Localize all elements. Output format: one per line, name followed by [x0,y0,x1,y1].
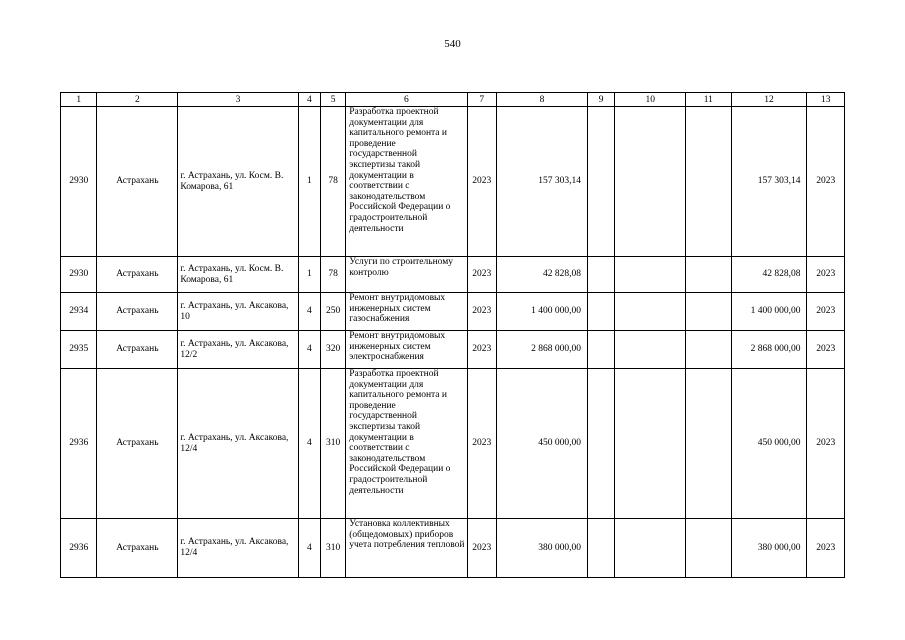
column-header: 12 [731,93,807,107]
table-row [61,519,845,578]
cell-col4: 1 [298,257,320,293]
cell-col4: 4 [298,519,320,578]
cell-work-description: Услуги по строительному контролю [346,257,467,293]
cell-year-end: 2023 [807,257,845,293]
cell-year: 2023 [467,293,496,331]
column-header: 4 [298,93,320,107]
cell-amount-total: 42 828,08 [731,257,807,293]
cell-col9 [587,293,614,331]
cell-col11 [686,107,732,257]
column-header: 11 [686,93,732,107]
cell-work-description: Разработка проектной документации для капитального ремонта и проведение государственной экспертизы такой документации в соответствии с законодательством Российской Федерации о градостроительной деятельности [346,107,467,257]
cell-col5: 78 [320,107,345,257]
cell-col10 [615,107,686,257]
cell-col10 [615,257,686,293]
cell-amount-total: 380 000,00 [731,519,807,578]
cell-work-description: Ремонт внутридомовых инженерных систем электроснабжения [346,331,467,369]
cell-city: Астрахань [97,293,178,331]
table-row [61,257,845,293]
header-row [61,93,845,107]
cell-year-end: 2023 [807,293,845,331]
cell-col11 [686,331,732,369]
cell-id: 2930 [61,107,97,257]
cell-amount-total: 450 000,00 [731,369,807,519]
cell-address: г. Астрахань, ул. Косм. В. Комарова, 61 [178,107,298,257]
cell-amount: 42 828,08 [496,257,587,293]
cell-work-description: Разработка проектной документации для капитального ремонта и проведение государственной экспертизы такой документации в соответствии с законодательством Российской Федерации о градостроительной деятельности [346,369,467,519]
cell-col9 [587,331,614,369]
cell-year-end: 2023 [807,519,845,578]
cell-year: 2023 [467,369,496,519]
cell-amount: 380 000,00 [496,519,587,578]
cell-col4: 4 [298,369,320,519]
cell-address: г. Астрахань, ул. Аксакова, 10 [178,293,298,331]
cell-col5: 310 [320,369,345,519]
table-row [61,331,845,369]
cell-col9 [587,257,614,293]
column-header: 3 [178,93,298,107]
cell-col11 [686,369,732,519]
cell-id: 2935 [61,331,97,369]
cell-amount: 450 000,00 [496,369,587,519]
cell-col5: 320 [320,331,345,369]
cell-city: Астрахань [97,519,178,578]
column-header: 8 [496,93,587,107]
cell-id: 2934 [61,293,97,331]
cell-id: 2936 [61,369,97,519]
cell-work-description: Установка коллективных (общедомовых) приборов учета потребления тепловой [346,519,467,578]
column-header: 7 [467,93,496,107]
cell-col11 [686,293,732,331]
cell-year: 2023 [467,107,496,257]
cell-col10 [615,331,686,369]
cell-id: 2936 [61,519,97,578]
cell-col10 [615,293,686,331]
cell-address: г. Астрахань, ул. Аксакова, 12/4 [178,369,298,519]
cell-col4: 4 [298,293,320,331]
cell-amount: 1 400 000,00 [496,293,587,331]
cell-col11 [686,519,732,578]
cell-city: Астрахань [97,107,178,257]
cell-col9 [587,107,614,257]
cell-year-end: 2023 [807,369,845,519]
cell-id: 2930 [61,257,97,293]
cell-year: 2023 [467,257,496,293]
cell-city: Астрахань [97,331,178,369]
cell-amount-total: 2 868 000,00 [731,331,807,369]
cell-col11 [686,257,732,293]
cell-col10 [615,369,686,519]
cell-col5: 78 [320,257,345,293]
page-number: 540 [444,38,461,50]
cell-col5: 310 [320,519,345,578]
cell-amount: 2 868 000,00 [496,331,587,369]
cell-year: 2023 [467,331,496,369]
cell-col5: 250 [320,293,345,331]
cell-address: г. Астрахань, ул. Косм. В. Комарова, 61 [178,257,298,293]
cell-year-end: 2023 [807,331,845,369]
column-header: 6 [346,93,467,107]
cell-address: г. Астрахань, ул. Аксакова, 12/4 [178,519,298,578]
cell-col10 [615,519,686,578]
table-row [61,293,845,331]
works-table [60,92,845,578]
column-header: 1 [61,93,97,107]
table-row [61,107,845,257]
column-header: 5 [320,93,345,107]
cell-col9 [587,369,614,519]
column-header: 2 [97,93,178,107]
cell-city: Астрахань [97,369,178,519]
cell-work-description: Ремонт внутридомовых инженерных систем газоснабжения [346,293,467,331]
cell-col4: 1 [298,107,320,257]
cell-city: Астрахань [97,257,178,293]
column-header: 10 [615,93,686,107]
cell-address: г. Астрахань, ул. Аксакова, 12/2 [178,331,298,369]
cell-amount-total: 1 400 000,00 [731,293,807,331]
cell-col9 [587,519,614,578]
cell-year: 2023 [467,519,496,578]
table-row [61,369,845,519]
cell-amount: 157 303,14 [496,107,587,257]
cell-year-end: 2023 [807,107,845,257]
cell-col4: 4 [298,331,320,369]
cell-amount-total: 157 303,14 [731,107,807,257]
column-header: 13 [807,93,845,107]
column-header: 9 [587,93,614,107]
